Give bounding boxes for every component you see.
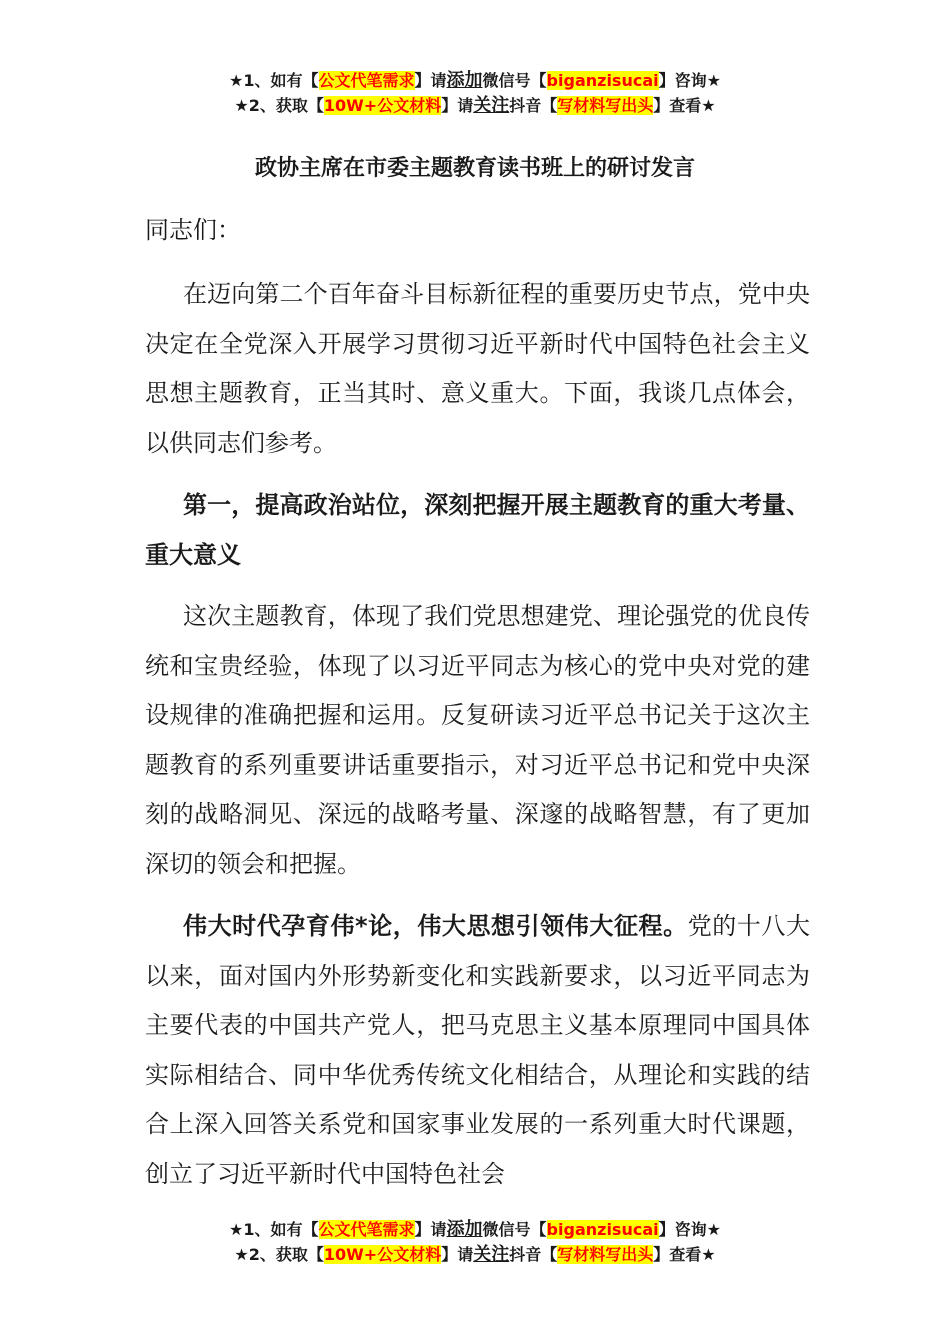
ad-underline: 添加 bbox=[446, 70, 483, 91]
ad-text: 】咨询★ bbox=[658, 71, 721, 90]
ad-highlight: 公文代笔需求 bbox=[318, 1220, 415, 1239]
document-title: 政协主席在市委主题教育读书班上的研讨发言 bbox=[254, 156, 695, 181]
ad-text: 】查看★ bbox=[653, 96, 716, 115]
ad-highlight: 公文代笔需求 bbox=[318, 71, 415, 90]
ad-text: ★1、如有【 bbox=[229, 71, 319, 90]
ad-text: 】查看★ bbox=[653, 1245, 716, 1264]
paragraph-body-1: 这次主题教育，体现了我们党思想建党、理论强党的优良传统和宝贵经验，体现了以习近平同志为核心的党中央对党的建设规律的准确把握和运用。反复研读习近平总书记关于这次主题教育的系列重要讲话重要指示，对习近平总书记和党中央深刻的战略洞见、深远的战略考量、深邃的战略智慧，有了更加深切的领会和把握。 bbox=[145, 602, 810, 878]
ad-text: ★2、获取【 bbox=[234, 1245, 324, 1264]
ad-highlight: biganzisucai bbox=[546, 71, 659, 90]
ad-underline: 关注 bbox=[473, 1244, 510, 1265]
ad-text: ★1、如有【 bbox=[229, 1220, 319, 1239]
ad-highlight: 写材料写出头 bbox=[557, 1245, 654, 1264]
ad-text: 微信号【 bbox=[482, 1220, 547, 1239]
ad-text: 】请 bbox=[414, 1220, 447, 1239]
paragraph-body-2 bbox=[145, 902, 810, 1199]
ad-highlight: 10W+公文材料 bbox=[323, 96, 442, 115]
ad-text: ★2、获取【 bbox=[234, 96, 324, 115]
ad-text: 微信号【 bbox=[482, 71, 547, 90]
salutation: 同志们： bbox=[145, 216, 241, 244]
ad-highlight: biganzisucai bbox=[546, 1220, 659, 1239]
ad-line-2-bottom bbox=[0, 1244, 950, 1266]
ad-line-1-top bbox=[0, 70, 950, 92]
section-heading-1: 第一，提高政治站位，深刻把握开展主题教育的重大考量、重大意义 bbox=[145, 491, 810, 569]
ad-text: 】咨询★ bbox=[658, 1220, 721, 1239]
ad-line-1-bottom bbox=[0, 1219, 950, 1241]
ad-line-2-top bbox=[0, 95, 950, 117]
ad-underline: 添加 bbox=[446, 1219, 483, 1240]
ad-text: 】请 bbox=[414, 71, 447, 90]
paragraph-intro: 在迈向第二个百年奋斗目标新征程的重要历史节点，党中央决定在全党深入开展学习贯彻习近平新时代中国特色社会主义思想主题教育，正当其时、意义重大。下面，我谈几点体会，以供同志们参考。 bbox=[145, 280, 810, 457]
ad-highlight: 10W+公文材料 bbox=[323, 1245, 442, 1264]
ad-text: 】请 bbox=[441, 96, 474, 115]
ad-text: 抖音【 bbox=[509, 1245, 558, 1264]
ad-highlight: 写材料写出头 bbox=[557, 96, 654, 115]
paragraph-lead-bold: 伟大时代孕育伟*论，伟大思想引领伟大征程。 bbox=[183, 912, 688, 940]
ad-text: 】请 bbox=[441, 1245, 474, 1264]
ad-text: 抖音【 bbox=[509, 96, 558, 115]
paragraph-rest: 党的十八大以来，面对国内外形势新变化和实践新要求，以习近平同志为主要代表的中国共产党人，把马克思主义基本原理同中国具体实际相结合、同中华优秀传统文化相结合，从理论和实践的结合上深入回答关系党和国家事业发展的一系列重大时代课题，创立了习近平新时代中国特色社会 bbox=[145, 912, 810, 1188]
ad-underline: 关注 bbox=[473, 95, 510, 116]
